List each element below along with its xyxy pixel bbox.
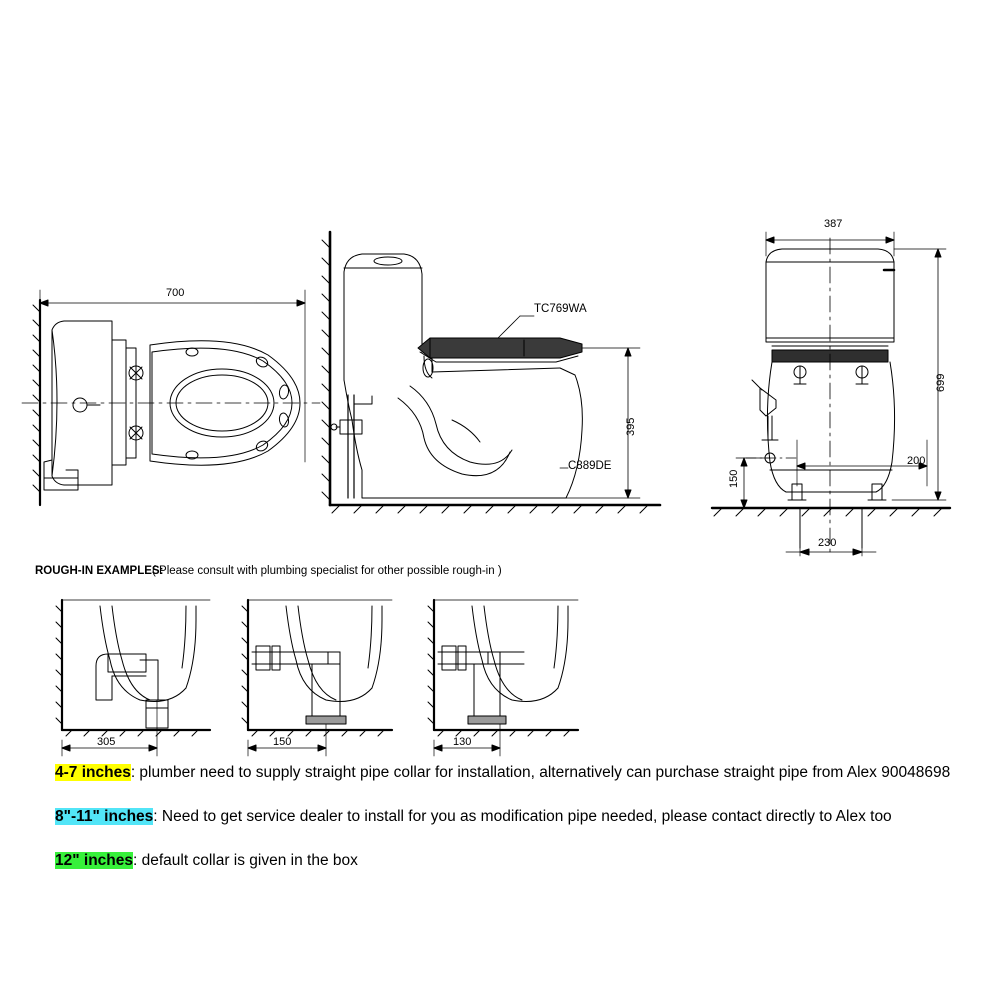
roughin-note: ( Please consult with plumbing specialist for other possible rough-in ) [152,565,502,577]
part-label-bowl: C889DE [568,460,612,472]
roughin-example-2 [242,600,392,756]
installation-notes [55,760,955,892]
roughin-title: ROUGH-IN EXAMPLES: [35,565,164,577]
dim-roughin-1: 305 [97,736,116,748]
note-12-label: 12" inches [55,852,133,869]
roughin-example-3 [428,600,578,756]
note-12-text: : default collar is given in the box [133,852,358,869]
dim-floor-offset: 150 [728,469,740,488]
roughin-example-1 [56,600,210,756]
note-12-inches [55,848,955,874]
dim-top-width: 700 [166,287,185,299]
dim-seat-height: 395 [625,417,637,436]
part-label-seat: TC769WA [534,303,587,315]
dim-roughin-2: 150 [273,736,292,748]
note-8-11-inches [55,804,955,830]
dim-base-width: 230 [818,537,837,549]
note-8-11-text: : Need to get service dealer to install for you as modification pipe needed, please contact directly to Alex too [153,808,892,825]
dim-front-width: 387 [824,218,843,230]
note-4-7-inches [55,760,955,786]
dim-bolt-spread: 200 [907,455,926,467]
dim-front-height: 699 [935,373,947,392]
note-4-7-text: : plumber need to supply straight pipe collar for installation, alternatively can purchase straight pipe from Alex 90048698 [130,764,951,781]
front-view-group [712,232,950,556]
note-8-11-label: 8"-11" inches [55,808,154,825]
dim-roughin-3: 130 [453,736,472,748]
note-4-7-label: 4-7 inches [55,764,131,781]
top-view-group [22,290,320,505]
